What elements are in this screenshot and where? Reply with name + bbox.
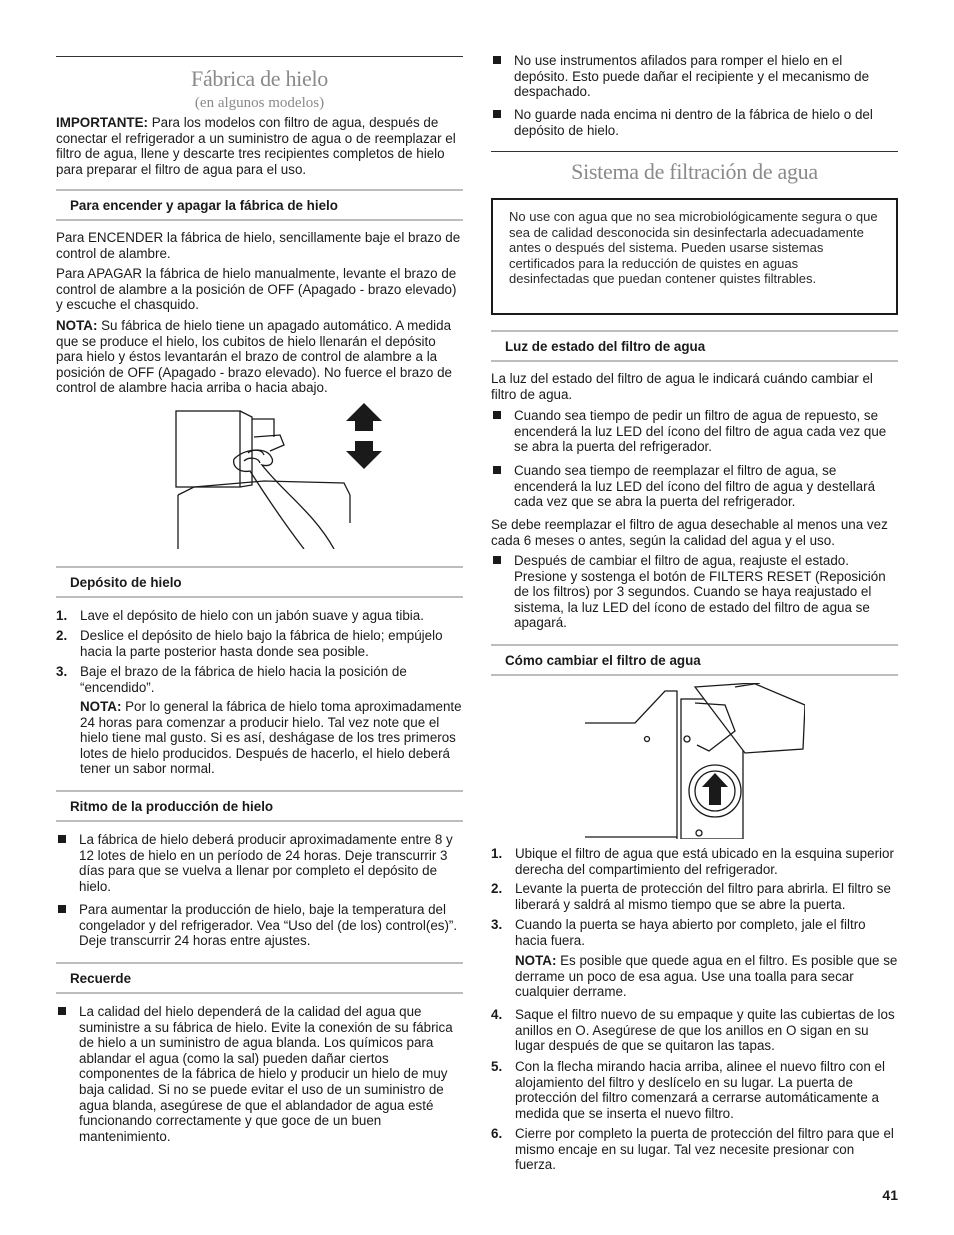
filter-step-3 bbox=[491, 917, 898, 948]
subhead-on-off: Para encender y apagar la fábrica de hielo bbox=[56, 189, 463, 221]
note-label: NOTA: bbox=[56, 317, 98, 333]
bullet-text: Cuando sea tiempo de pedir un filtro de agua de repuesto, se encenderá la luz LED del ícono del filtro de agua cada vez que se abra la puerta del refrigerador. bbox=[514, 408, 887, 455]
replace-interval-paragraph: Se debe reemplazar el filtro de agua desechable al menos una vez cada 6 meses o antes, según la calidad del agua y el uso. bbox=[491, 517, 888, 548]
on-off-paragraphs bbox=[56, 230, 463, 396]
bin-sides bbox=[178, 495, 350, 549]
top-rule bbox=[56, 56, 463, 57]
section-subtitle: (en algunos modelos) bbox=[194, 95, 325, 111]
off-paragraph: Para APAGAR la fábrica de hielo manualmente, levante el brazo de control de alambre a la posición de OFF (Apagado - brazo elevado) y escuche el chasquido. bbox=[56, 266, 457, 313]
subhead-filter-status: Luz de estado del filtro de agua bbox=[491, 330, 898, 362]
section-title-water-filter: Sistema de filtración de agua bbox=[571, 159, 818, 184]
rate-bullet-2 bbox=[56, 902, 463, 949]
step-text: Baje el brazo de la fábrica de hielo hacia la posición de “encendido”. bbox=[80, 664, 407, 695]
note-label: NOTA: bbox=[515, 953, 557, 968]
step-text: Ubique el filtro de agua que está ubicado en la esquina superior derecha del compartimiento del refrigerador. bbox=[515, 846, 894, 877]
subhead-remember: Recuerde bbox=[56, 962, 463, 994]
bullet-text: Después de cambiar el filtro de agua, reajuste el estado. Presione y sostenga el botón de FILTERS RESET (Reposición de los filtros) por 3 segundos. Cuando se haya reajustado el sistema, la luz LED del ícono de estado del filtro de agua se apagará. bbox=[514, 553, 886, 631]
bullet-square-icon bbox=[493, 556, 501, 564]
compartment-wall bbox=[585, 691, 677, 839]
intro-text: Para los modelos con filtro de agua, después de conectar el refrigerador a un suministro de agua o de reemplazar el filtro de agua, llene y descarte tres recipientes completos de hielo para preparar el filtro de agua para el uso. bbox=[56, 115, 456, 177]
subhead-ice-bin: Depósito de hielo bbox=[56, 566, 463, 598]
remember-bullet-1 bbox=[56, 1004, 463, 1144]
step-text: Saque el filtro nuevo de su empaque y quite las cubiertas de los anillos en O. Asegúrese de que los anillos en O sigan en su lugar después de que se quitaron las tapas. bbox=[515, 1007, 895, 1054]
step-text: Cuando la puerta se haya abierto por completo, jale el filtro hacia fuera. bbox=[515, 917, 866, 948]
filter-note bbox=[491, 953, 898, 1000]
intro-paragraph bbox=[56, 115, 463, 177]
step-number: 1. bbox=[56, 608, 68, 623]
wire-bail bbox=[254, 435, 284, 451]
intro-label: IMPORTANTE: bbox=[56, 115, 148, 130]
on-paragraph: Para ENCENDER la fábrica de hielo, sencillamente baje el brazo de control de alambre. bbox=[56, 230, 461, 261]
top-bullet-2 bbox=[491, 107, 898, 138]
bullet-square-icon bbox=[493, 411, 501, 419]
subhead-production-rate: Ritmo de la producción de hielo bbox=[56, 790, 463, 822]
section-rule bbox=[491, 151, 898, 152]
step-text: Deslice el depósito de hielo bajo la fábrica de hielo; empújelo hacia la parte posterior hasta donde sea posible. bbox=[80, 628, 443, 659]
bullet-text: Para aumentar la producción de hielo, baje la temperatura del congelador y del refrigerador. Vea “Uso del (de los) control(es)”. Deje transcurrir 24 horas entre ajustes. bbox=[79, 902, 458, 949]
note-text: Por lo general la fábrica de hielo toma aproximadamente 24 horas para comenzar a producir hielo. Tal vez note que el hielo tiene mal gusto. Si es así, deshágase de los tres primeros lotes de hielo producidos. Después de hacerlo, el hielo deberá tener un sabor normal. bbox=[80, 699, 462, 777]
rate-bullet-1 bbox=[56, 832, 463, 894]
bin-step-3 bbox=[56, 664, 463, 695]
bin-note bbox=[56, 699, 463, 777]
bin-step-1 bbox=[56, 608, 463, 624]
bullet-text: No use instrumentos afilados para romper el hielo en el depósito. Esto puede dañar el recipiente y el mecanismo de despachado. bbox=[514, 53, 870, 100]
bullet-square-icon bbox=[58, 835, 66, 843]
filter-step-2 bbox=[491, 881, 898, 912]
bullet-square-icon bbox=[58, 905, 66, 913]
ice-maker-side bbox=[240, 411, 252, 487]
bullet-text: La fábrica de hielo deberá producir aproximadamente entre 8 y 12 lotes de hielo en un período de 24 horas. Deje transcurrir 3 días para que se vuelva a llenar por completo el depósito de hielo. bbox=[79, 832, 453, 894]
note-paragraph bbox=[56, 318, 463, 396]
ice-maker-illustration bbox=[174, 403, 404, 549]
subhead-change-filter: Cómo cambiar el filtro de agua bbox=[491, 644, 898, 676]
down-arrow bbox=[346, 441, 382, 469]
step-number: 2. bbox=[56, 628, 68, 643]
step-text: Levante la puerta de protección del filtro para abrirla. El filtro se liberará y saldrá al mismo tiempo que se abre la puerta. bbox=[515, 881, 891, 912]
bullet-square-icon bbox=[58, 1007, 66, 1015]
warning-box: No use con agua que no sea microbiológicamente segura o que sea de calidad desconocida sin desinfectarla adecuadamente antes o después del sistema. Pueden usarse sistemas certificados para la reducción de quistes en aguas desinfectadas que puedan contener quistes filtrables. bbox=[491, 198, 898, 315]
filter-step-5 bbox=[491, 1059, 898, 1121]
up-down-arrows bbox=[346, 403, 382, 469]
bullet-text: La calidad del hielo dependerá de la calidad del agua que suministre a su fábrica de hielo. Evite la conexión de su fábrica de hielo a un suministro de agua blanda. Los químicos para ablandar el agua (como la sal) pueden dañar ciertos componentes de la fábrica de hielo y producir un hielo de muy baja calidad. Si no se puede evitar el uso de un suministro de agua blanda, asegúrese de que el ablandador de agua esté funcionando correctamente y que goce de un buen mantenimiento. bbox=[79, 1004, 453, 1144]
wire-arm bbox=[252, 419, 274, 437]
ice-maker-body bbox=[176, 411, 240, 487]
step-text: Con la flecha mirando hacia arriba, alinee el nuevo filtro con el alojamiento del filtro y deslícelo en su lugar. La puerta de protección del filtro comenzará a cerrarse automáticamente a medida que se inserta el nuevo filtro. bbox=[515, 1059, 885, 1121]
hand-outline bbox=[234, 450, 334, 549]
note-text: Es posible que quede agua en el filtro. Es posible que se derrame un poco de esa agua. Use una toalla para secar cualquier derrame. bbox=[515, 953, 898, 1000]
bullet-text: Cuando sea tiempo de reemplazar el filtro de agua, se encenderá la luz LED del ícono del filtro de agua y destellará cada vez que se abra la puerta del refrigerador. bbox=[514, 463, 876, 510]
up-arrow bbox=[346, 403, 382, 431]
bullet-text: No guarde nada encima ni dentro de la fábrica de hielo o del depósito de hielo. bbox=[514, 107, 873, 138]
step-number: 3. bbox=[491, 917, 503, 932]
filter-step-4 bbox=[491, 1007, 898, 1054]
status-bullet-2 bbox=[491, 463, 898, 510]
screw-3 bbox=[645, 737, 650, 742]
step-number: 2. bbox=[491, 881, 503, 896]
filter-step-1 bbox=[491, 846, 898, 877]
step-number: 1. bbox=[491, 846, 503, 861]
page-number: 41 bbox=[882, 1187, 898, 1203]
note-text: Su fábrica de hielo tiene un apagado automático. A medida que se produce el hielo, los cubitos de hielo llenarán el depósito para hielo y éstos levantarán el brazo de control de alambre a la posición de OFF (Apagado - brazo elevado). No fuerce el brazo de control de alambre hacia arriba o hacia abajo. bbox=[56, 317, 452, 396]
water-filter-illustration bbox=[585, 683, 805, 839]
top-bullet-1 bbox=[491, 53, 898, 100]
step-text: Lave el depósito de hielo con un jabón suave y agua tibia. bbox=[80, 608, 424, 623]
step-number: 6. bbox=[491, 1126, 503, 1141]
bullet-square-icon bbox=[493, 56, 501, 64]
status-bullet-1 bbox=[491, 408, 898, 455]
bin-step-2 bbox=[56, 628, 463, 659]
status-bullet-3 bbox=[491, 553, 898, 631]
step-text: Cierre por completo la puerta de protección del filtro para que el mismo encaje en su lugar. Tal vez necesite presionar con fuerza. bbox=[515, 1126, 894, 1173]
filter-step-6 bbox=[491, 1126, 898, 1173]
note-label: NOTA: bbox=[80, 699, 122, 714]
step-number: 3. bbox=[56, 664, 68, 679]
filter-status-intro: La luz del estado del filtro de agua le indicará cuándo cambiar el filtro de agua. bbox=[491, 371, 873, 402]
step-number: 5. bbox=[491, 1059, 503, 1074]
step-number: 4. bbox=[491, 1007, 503, 1022]
bullet-square-icon bbox=[493, 466, 501, 474]
bullet-square-icon bbox=[493, 110, 501, 118]
section-title-ice-maker: Fábrica de hielo bbox=[191, 66, 328, 91]
